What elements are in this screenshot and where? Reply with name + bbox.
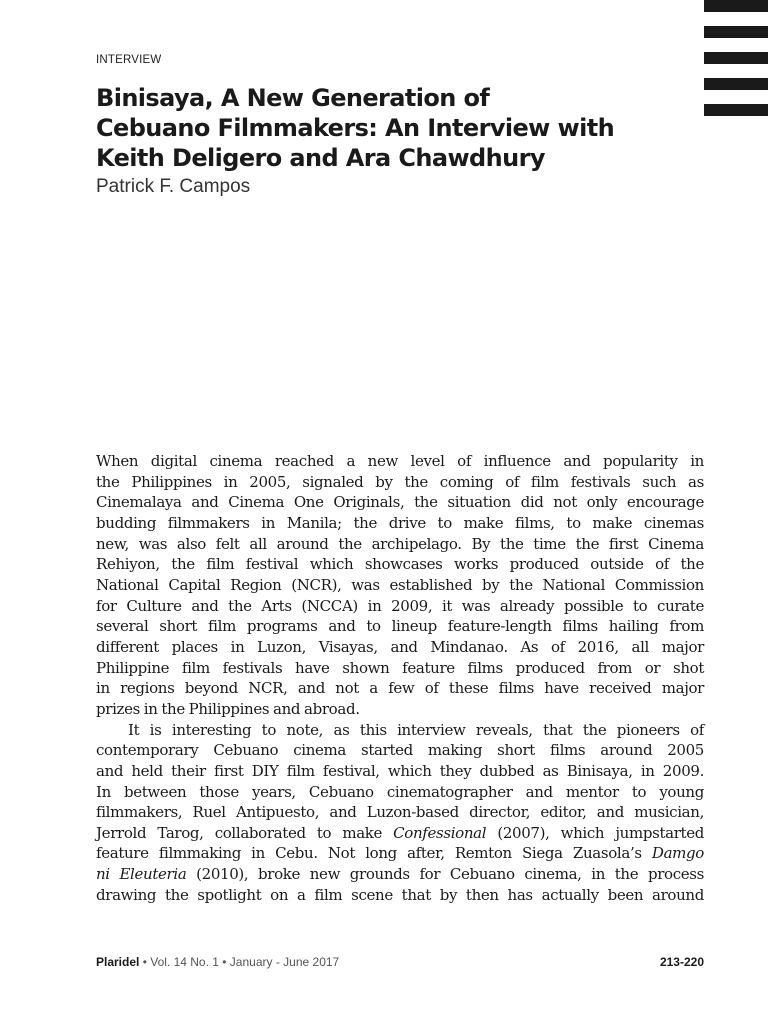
stripe bbox=[704, 52, 768, 64]
text-line: several short film programs and to lineup feature-length films hailing from bbox=[96, 617, 704, 636]
text-span: Jerrold Tarog, collaborated to make bbox=[96, 823, 394, 842]
text-line: Philippine film festivals have shown feature films produced from or shot bbox=[96, 658, 704, 677]
stripe bbox=[704, 26, 768, 38]
journal-name: Plaridel bbox=[96, 955, 140, 969]
film-title: Damgo bbox=[651, 844, 704, 863]
text-line: Cinemalaya and Cinema One Originals, the situation did not only encourage bbox=[96, 493, 704, 512]
stripe bbox=[704, 78, 768, 90]
title-line: Binisaya, A New Generation of bbox=[96, 84, 490, 112]
stripe bbox=[704, 0, 768, 12]
text-line: Rehiyon, the film festival which showcases works produced outside of the bbox=[96, 555, 704, 574]
text-line: new, was also felt all around the archipelago. By the time the first Cinema bbox=[96, 534, 704, 553]
article-body bbox=[96, 451, 704, 905]
text-line: It is interesting to note, as this interview reveals, that the pioneers of bbox=[128, 720, 704, 739]
film-title: ni Eleuteria bbox=[96, 865, 187, 884]
text-line: budding filmmakers in Manila; the drive to make films, to make cinemas bbox=[96, 513, 704, 532]
author-name: Patrick F. Campos bbox=[96, 176, 251, 197]
text-line bbox=[96, 843, 704, 864]
text-line: for Culture and the Arts (NCCA) in 2009, it was already possible to curate bbox=[96, 596, 704, 615]
text-span: (2007), which jumpstarted bbox=[486, 823, 704, 842]
text-span: feature filmmaking in Cebu. Not long after, Remton Siega Zuasola’s bbox=[96, 844, 642, 863]
text-line: the Philippines in 2005, signaled by the coming of film festivals such as bbox=[96, 472, 704, 491]
page-footer bbox=[96, 955, 704, 969]
text-line: In between those years, Cebuano cinematographer and mentor to young bbox=[96, 782, 704, 801]
text-line: in regions beyond NCR, and not a few of these films have received major bbox=[96, 679, 704, 698]
text-line bbox=[96, 864, 704, 885]
text-line: drawing the spotlight on a film scene that by then has actually been around bbox=[96, 885, 704, 904]
stripe bbox=[704, 104, 768, 116]
text-line: filmmakers, Ruel Antipuesto, and Luzon-based director, editor, and musician, bbox=[96, 803, 704, 822]
issue-info: • Vol. 14 No. 1 • January - June 2017 bbox=[139, 955, 340, 969]
text-line: prizes in the Philippines and abroad. bbox=[96, 699, 360, 718]
page-range: 213-220 bbox=[659, 955, 704, 969]
section-label: INTERVIEW bbox=[96, 54, 162, 66]
text-line: When digital cinema reached a new level of influence and popularity in bbox=[96, 452, 704, 470]
title-line: Keith Deligero and Ara Chawdhury bbox=[96, 144, 545, 172]
article-title bbox=[96, 83, 696, 173]
film-title: Confessional bbox=[393, 823, 487, 842]
text-line: and held their first DIY film festival, which they dubbed as Binisaya, in 2009. bbox=[96, 761, 704, 780]
text-line: different places in Luzon, Visayas, and Mindanao. As of 2016, all major bbox=[96, 637, 704, 656]
text-line: contemporary Cebuano cinema started making short films around 2005 bbox=[96, 741, 704, 760]
text-line: National Capital Region (NCR), was established by the National Commission bbox=[96, 575, 704, 594]
title-line: Cebuano Filmmakers: An Interview with bbox=[96, 114, 615, 142]
text-span: (2010), broke new grounds for Cebuano cinema, in the process bbox=[186, 865, 704, 884]
text-line bbox=[96, 823, 704, 844]
